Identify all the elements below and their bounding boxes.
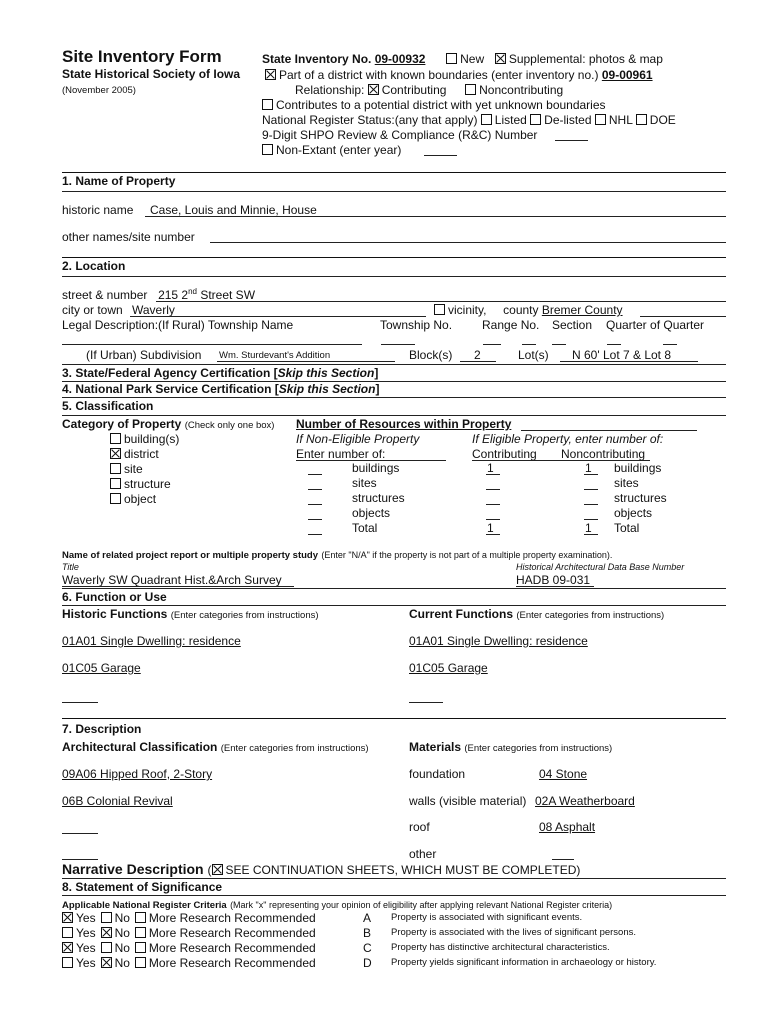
- resource-label: structures: [352, 491, 405, 505]
- county-field: [640, 316, 726, 317]
- noneligible-count-field[interactable]: [308, 504, 322, 505]
- shpo-row: [262, 128, 537, 142]
- other-names-label: other names/site number: [62, 230, 195, 244]
- section-3-heading: [62, 366, 378, 380]
- arch-class-heading: [62, 740, 369, 756]
- section-field[interactable]: [552, 344, 566, 345]
- subdivision-value[interactable]: Wm. Sturdevant's Addition: [219, 350, 331, 361]
- noneligible-count-field[interactable]: [308, 534, 322, 535]
- current-function-2[interactable]: 01C05 Garage: [409, 661, 488, 675]
- criteria-no-label: No: [114, 941, 130, 955]
- resources-heading: Number of Resources within Property: [296, 417, 512, 431]
- section-3-title: 3. State/Federal Agency Certification [: [62, 366, 278, 380]
- criteria-no-checkbox[interactable]: [101, 942, 112, 953]
- nhl-checkbox[interactable]: [595, 114, 606, 125]
- divider: [62, 172, 726, 173]
- foundation-label: foundation: [409, 767, 466, 781]
- resource-label-eligible: Total: [614, 521, 640, 535]
- title-value[interactable]: Waverly SW Quadrant Hist.&Arch Survey: [62, 573, 282, 587]
- resource-label: Total: [352, 521, 378, 535]
- criteria-note: (Mark "x" representing your opinion of eligibility after applying relevant National Register criteria): [230, 900, 613, 910]
- supplemental-checkbox[interactable]: [495, 53, 506, 64]
- doe-checkbox[interactable]: [636, 114, 647, 125]
- contributing-count[interactable]: 1: [487, 521, 494, 535]
- city-value[interactable]: Waverly: [132, 303, 175, 317]
- current-function-3-field[interactable]: [409, 702, 443, 703]
- criteria-row: [62, 926, 316, 940]
- category-checkbox[interactable]: [110, 448, 121, 459]
- noneligible-count-field[interactable]: [308, 489, 322, 490]
- walls-value[interactable]: 02A Weatherboard: [535, 794, 635, 808]
- criteria-row: [62, 956, 316, 970]
- vicinity-label: vicinity,: [448, 303, 487, 317]
- category-label: building(s): [124, 432, 180, 446]
- contributing-checkbox[interactable]: [368, 84, 379, 95]
- district-label: Part of a district with known boundaries (enter inventory no.): [279, 68, 599, 82]
- materials-note: (Enter categories from instructions): [464, 743, 613, 754]
- nhl-label: NHL: [608, 113, 633, 127]
- historic-name-field: [145, 216, 726, 217]
- section-4-heading: [62, 382, 379, 396]
- category-label: object: [124, 492, 157, 506]
- resources-heading-rule: [521, 430, 697, 431]
- new-label: New: [460, 52, 485, 66]
- township-no-field[interactable]: [381, 344, 415, 345]
- narrative-text: SEE CONTINUATION SHEETS, WHICH MUST BE COMPLETED): [225, 863, 581, 877]
- vicinity-checkbox[interactable]: [434, 304, 445, 315]
- divider: [62, 257, 726, 258]
- category-label: Category of Property: [62, 417, 182, 431]
- street-value[interactable]: [158, 288, 255, 302]
- county-label: county: [503, 303, 539, 317]
- category-label: structure: [124, 477, 171, 491]
- criteria-more-research-checkbox[interactable]: [135, 942, 146, 953]
- divider: [62, 364, 726, 365]
- contributing-count-field: [486, 474, 500, 475]
- criteria-yes-checkbox[interactable]: [62, 912, 73, 923]
- noncontributing-count-field: [584, 534, 598, 535]
- criteria-no-label: No: [114, 926, 130, 940]
- section-5-heading: 5. Classification: [62, 399, 154, 413]
- urban-subdivision-label: (If Urban) Subdivision: [86, 348, 202, 362]
- criteria-more-research-label: More Research Recommended: [148, 911, 316, 925]
- criteria-description: Property yields significant information in archaeology or history.: [391, 957, 657, 968]
- township-no-label: Township No.: [380, 318, 453, 332]
- noncontributing-count-field: [584, 474, 598, 475]
- divider: [62, 878, 726, 879]
- criteria-yes-label: Yes: [76, 926, 96, 940]
- materials-label: Materials: [409, 740, 462, 754]
- arch-class-2[interactable]: 06B Colonial Revival: [62, 794, 173, 808]
- category-item: [110, 492, 156, 506]
- section-2-heading: 2. Location: [62, 259, 126, 273]
- contributing-count-field: [486, 534, 500, 535]
- category-label: site: [124, 462, 143, 476]
- resource-label: objects: [352, 506, 391, 520]
- resource-label-eligible: structures: [614, 491, 667, 505]
- criteria-no-label: No: [114, 956, 130, 970]
- category-item: [110, 462, 143, 476]
- form-date: (November 2005): [62, 85, 136, 96]
- block-value[interactable]: 2: [474, 348, 481, 362]
- section-7-heading: 7. Description: [62, 722, 142, 736]
- doe-label: DOE: [649, 113, 676, 127]
- nr-status-label: National Register Status:(any that apply): [262, 113, 478, 127]
- noneligible-count-field[interactable]: [308, 519, 322, 520]
- township-name-field[interactable]: [62, 344, 362, 345]
- contributing-count-field: [486, 519, 500, 520]
- noncontributing-count-field: [584, 519, 598, 520]
- inventory-number-row: [262, 52, 663, 66]
- range-no-field[interactable]: [483, 344, 501, 345]
- category-item: [110, 447, 159, 461]
- resource-label-eligible: buildings: [614, 461, 662, 475]
- criteria-no-checkbox[interactable]: [101, 957, 112, 968]
- historic-name-value[interactable]: Case, Louis and Minnie, House: [150, 203, 317, 217]
- category-checkbox[interactable]: [110, 493, 121, 504]
- eligible-label: If Eligible Property, enter number of:: [472, 432, 664, 446]
- other-material-field[interactable]: [552, 859, 574, 860]
- category-item: [110, 432, 179, 446]
- current-functions-heading: [409, 607, 664, 623]
- walls-label: walls (visible material): [409, 794, 527, 808]
- section-6-heading: 6. Function or Use: [62, 590, 167, 604]
- listed-label: Listed: [494, 113, 527, 127]
- criteria-yes-label: Yes: [76, 941, 96, 955]
- criteria-more-research-label: More Research Recommended: [148, 941, 316, 955]
- street-suffix: nd: [188, 287, 197, 296]
- criteria-description: Property is associated with the lives of significant persons.: [391, 927, 637, 938]
- city-label: city or town: [62, 303, 123, 317]
- quarter-field[interactable]: [607, 344, 621, 345]
- form-title: Site Inventory Form: [62, 47, 222, 66]
- criteria-row: [62, 941, 316, 955]
- resource-label-eligible: objects: [614, 506, 653, 520]
- noneligible-label: If Non-Eligible Property: [296, 432, 420, 446]
- resource-label-eligible: sites: [614, 476, 639, 490]
- legal-description-label: Legal Description:(If Rural) Township Name: [62, 318, 294, 332]
- resource-label: buildings: [352, 461, 400, 475]
- criteria-yes-checkbox[interactable]: [62, 927, 73, 938]
- foundation-value[interactable]: 04 Stone: [539, 767, 588, 781]
- enter-number-label: Enter number of:: [296, 447, 386, 461]
- noncontributing-count[interactable]: 1: [585, 461, 592, 475]
- delisted-label: De-listed: [544, 113, 592, 127]
- divider: [62, 276, 726, 277]
- nonextant-checkbox[interactable]: [262, 144, 273, 155]
- contributing-count-field: [486, 504, 500, 505]
- inventory-number-value: 09-00932: [374, 52, 426, 66]
- criteria-row: [62, 911, 316, 925]
- district-number: 09-00961: [601, 68, 653, 82]
- contributing-count-field: [486, 489, 500, 490]
- section-3-bracket: ]: [374, 366, 379, 380]
- district-checkbox[interactable]: [265, 69, 276, 80]
- section-4-skip: Skip this Section: [278, 382, 376, 396]
- divider: [62, 191, 726, 192]
- historic-name-label: historic name: [62, 203, 134, 217]
- range-dir-field[interactable]: [522, 344, 536, 345]
- potential-district-label: Contributes to a potential district with yet unknown boundaries: [276, 98, 606, 112]
- current-functions-note: (Enter categories from instructions): [516, 610, 665, 621]
- noneligible-count-field[interactable]: [308, 474, 322, 475]
- criteria-no-label: No: [114, 911, 130, 925]
- hadb-label: Historical Architectural Data Base Number: [516, 562, 685, 572]
- continuation-checkbox[interactable]: [212, 864, 223, 875]
- arch-class-note: (Enter categories from instructions): [220, 743, 369, 754]
- criteria-yes-label: Yes: [76, 956, 96, 970]
- lot-value[interactable]: N 60' Lot 7 & Lot 8: [572, 348, 672, 362]
- category-item: [110, 477, 171, 491]
- divider: [62, 895, 726, 896]
- criteria-no-checkbox[interactable]: [101, 912, 112, 923]
- current-function-1[interactable]: 01A01 Single Dwelling: residence: [409, 634, 588, 648]
- category-heading: [62, 417, 274, 433]
- inventory-number-label: State Inventory No.: [262, 52, 372, 66]
- shpo-number-field[interactable]: [555, 140, 588, 141]
- block-field: [460, 361, 496, 362]
- criteria-more-research-label: More Research Recommended: [148, 956, 316, 970]
- narrative-row: Narrative Description ( SEE CONTINUATION SHEETS, WHICH MUST BE COMPLETED): [62, 861, 581, 877]
- district-row: [265, 68, 653, 82]
- lot-label: Lot(s): [518, 348, 549, 362]
- range-no-label: Range No.: [482, 318, 540, 332]
- quarter-of-quarter-field[interactable]: [663, 344, 677, 345]
- criteria-letter: A: [363, 911, 372, 925]
- criteria-label: Applicable National Register Criteria: [62, 900, 227, 911]
- nonextant-year-field[interactable]: [424, 155, 457, 156]
- street-row: [62, 288, 255, 302]
- materials-heading: [409, 740, 612, 756]
- section-1-heading: 1. Name of Property: [62, 174, 176, 188]
- street-label: street & number: [62, 288, 148, 302]
- lot-field: [560, 361, 698, 362]
- category-checkbox[interactable]: [110, 463, 121, 474]
- section-4-title: 4. National Park Service Certification [: [62, 382, 279, 396]
- historic-functions-heading: [62, 607, 319, 623]
- historic-functions-note: (Enter categories from instructions): [170, 610, 319, 621]
- subdivision-field: [217, 361, 395, 362]
- criteria-yes-label: Yes: [76, 911, 96, 925]
- category-checkbox[interactable]: [110, 478, 121, 489]
- nonextant-row: [262, 143, 401, 157]
- noncontributing-checkbox[interactable]: [465, 84, 476, 95]
- potential-district-row: [262, 98, 606, 112]
- divider: [62, 588, 726, 589]
- criteria-letter: B: [363, 926, 372, 940]
- title-label: Title: [62, 562, 79, 572]
- hadb-field: [516, 586, 594, 587]
- quarter-label: Quarter of Quarter: [606, 318, 705, 332]
- criteria-letter: D: [363, 956, 372, 970]
- divider: [62, 605, 726, 606]
- criteria-yes-checkbox[interactable]: [62, 957, 73, 968]
- historic-function-3-field[interactable]: [62, 702, 98, 703]
- historic-functions-label: Historic Functions: [62, 607, 168, 621]
- historic-function-2[interactable]: 01C05 Garage: [62, 661, 141, 675]
- criteria-more-research-checkbox[interactable]: [135, 912, 146, 923]
- section-4-bracket: ]: [375, 382, 380, 396]
- arch-class-1[interactable]: 09A06 Hipped Roof, 2-Story: [62, 767, 213, 781]
- arch-class-4-field[interactable]: [62, 859, 98, 860]
- roof-value[interactable]: 08 Asphalt: [539, 820, 596, 834]
- divider: [62, 718, 726, 719]
- street-number: 215 2: [158, 288, 189, 302]
- related-study-label: Name of related project report or multiple property study: [62, 550, 319, 561]
- category-note: (Check only one box): [184, 420, 275, 431]
- criteria-more-research-checkbox[interactable]: [135, 957, 146, 968]
- section-label: Section: [552, 318, 593, 332]
- listed-checkbox[interactable]: [481, 114, 492, 125]
- divider: [62, 415, 726, 416]
- noncontributing-count[interactable]: 1: [585, 521, 592, 535]
- contributing-col-label: Contributing: [472, 447, 537, 461]
- narrative-label: Narrative Description: [62, 861, 204, 877]
- related-study-note: (Enter "N/A" if the property is not part of a multiple property examination).: [321, 550, 613, 560]
- relationship-row: [295, 83, 563, 97]
- block-label: Block(s): [409, 348, 453, 362]
- criteria-letter: C: [363, 941, 372, 955]
- county-value[interactable]: Bremer County: [541, 303, 623, 317]
- nr-status-row: [262, 113, 676, 127]
- arch-class-3-field[interactable]: [62, 833, 98, 834]
- section-3-skip: Skip this Section: [277, 366, 375, 380]
- hadb-value[interactable]: HADB 09-031: [516, 573, 591, 587]
- noncontributing-label: Noncontributing: [479, 83, 564, 97]
- category-label: district: [124, 447, 159, 461]
- vicinity-row: [434, 303, 623, 317]
- current-functions-label: Current Functions: [409, 607, 513, 621]
- shpo-label: 9-Digit SHPO Review & Compliance (R&C) Number: [262, 128, 538, 142]
- new-checkbox[interactable]: [446, 53, 457, 64]
- org-name: State Historical Society of Iowa: [62, 67, 241, 81]
- street-name: Street SW: [197, 288, 256, 302]
- section-8-heading: 8. Statement of Significance: [62, 880, 223, 894]
- nonextant-label: Non-Extant (enter year): [276, 143, 402, 157]
- other-material-label: other: [409, 847, 437, 861]
- city-field: [130, 316, 426, 317]
- relationship-label: Relationship:: [295, 83, 365, 97]
- criteria-description: Property is associated with significant events.: [391, 912, 583, 923]
- supplemental-label: Supplemental: photos & map: [508, 52, 663, 66]
- criteria-more-research-label: More Research Recommended: [148, 926, 316, 940]
- contributing-count[interactable]: 1: [487, 461, 494, 475]
- street-field: [156, 301, 726, 302]
- category-checkbox[interactable]: [110, 433, 121, 444]
- arch-class-label: Architectural Classification: [62, 740, 218, 754]
- criteria-yes-checkbox[interactable]: [62, 942, 73, 953]
- noncontributing-count-field: [584, 489, 598, 490]
- historic-function-1[interactable]: 01A01 Single Dwelling: residence: [62, 634, 241, 648]
- noncontributing-col-label: Noncontributing: [561, 447, 646, 461]
- roof-label: roof: [409, 820, 430, 834]
- criteria-description: Property has distinctive architectural characteristics.: [391, 942, 610, 953]
- other-names-field[interactable]: [210, 242, 726, 243]
- noncontributing-count-field: [584, 504, 598, 505]
- criteria-no-checkbox[interactable]: [101, 927, 112, 938]
- title-field: [62, 586, 294, 587]
- divider: [62, 397, 726, 398]
- resource-label: sites: [352, 476, 377, 490]
- contributing-label: Contributing: [381, 83, 447, 97]
- delisted-checkbox[interactable]: [530, 114, 541, 125]
- potential-district-checkbox[interactable]: [262, 99, 273, 110]
- criteria-more-research-checkbox[interactable]: [135, 927, 146, 938]
